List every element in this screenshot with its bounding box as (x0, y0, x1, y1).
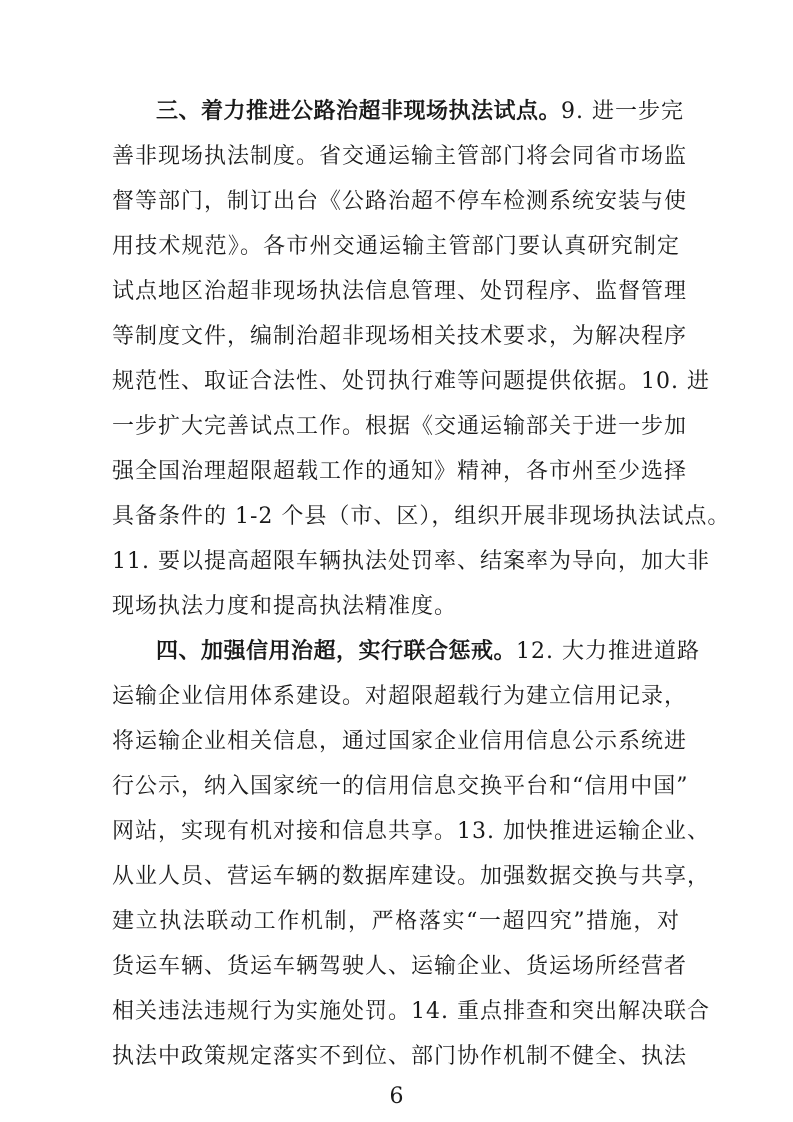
section-3-heading: 三、着力推进公路治超非现场执法试点。 (156, 99, 562, 124)
paragraph-line: 善非现场执法制度。省交通运输主管部门将会同省市场监 (112, 144, 688, 169)
paragraph-line: 用技术规范》。各市州交通运输主管部门要认真研究制定 (112, 234, 680, 259)
paragraph-line: 运输企业信用体系建设。对超限超载行为建立信用记录， (112, 684, 688, 709)
page-number: 6 (389, 1084, 404, 1109)
paragraph-line: 试点地区治超非现场执法信息管理、处罚程序、监督管理 (112, 279, 688, 304)
paragraph-line: 等制度文件，编制治超非现场相关技术要求，为解决程序 (112, 324, 688, 349)
paragraph-line: 具备条件的 1-2 个县（市、区），组织开展非现场执法试点。 (112, 504, 731, 529)
paragraph-line: 规范性、取证合法性、处罚执行难等问题提供依据。10. 进 (112, 369, 710, 394)
section-4-line-1 (156, 632, 700, 672)
paragraph-line: 行公示，纳入国家统一的信用信息交换平台和“信用中国” (112, 774, 689, 799)
paragraph-line: 网站，实现有机对接和信息共享。13. 加快推进运输企业、 (112, 819, 710, 844)
paragraph-line: 建立执法联动工作机制，严格落实“一超四究”措施，对 (112, 909, 680, 934)
section-4-text: 12. 大力推进道路 (516, 639, 700, 664)
paragraph-line: 现场执法力度和提高执法精准度。 (112, 594, 458, 619)
paragraph-line: 11. 要以提高超限车辆执法处罚率、结案率为导向，加大非 (112, 549, 710, 574)
paragraph-line: 一步扩大完善试点工作。根据《交通运输部关于进一步加 (112, 414, 688, 439)
section-3-text: 9. 进一步完 (561, 99, 684, 124)
section-3-line-1 (156, 92, 684, 132)
paragraph-line: 从业人员、营运车辆的数据库建设。加强数据交换与共享， (112, 864, 711, 889)
paragraph-line: 强全国治理超限超载工作的通知》精神，各市州至少选择 (112, 459, 688, 484)
section-4-heading: 四、加强信用治超，实行联合惩戒。 (156, 639, 517, 664)
paragraph-line: 执法中政策规定落实不到位、部门协作机制不健全、执法 (112, 1044, 688, 1069)
paragraph-line: 将运输企业相关信息，通过国家企业信用信息公示系统进 (112, 729, 688, 754)
paragraph-line: 相关违法违规行为实施处罚。14. 重点排查和突出解决联合 (112, 999, 710, 1024)
paragraph-line: 货运车辆、货运车辆驾驶人、运输企业、货运场所经营者 (112, 954, 688, 979)
paragraph-line: 督等部门，制订出台《公路治超不停车检测系统安装与使 (112, 189, 688, 214)
